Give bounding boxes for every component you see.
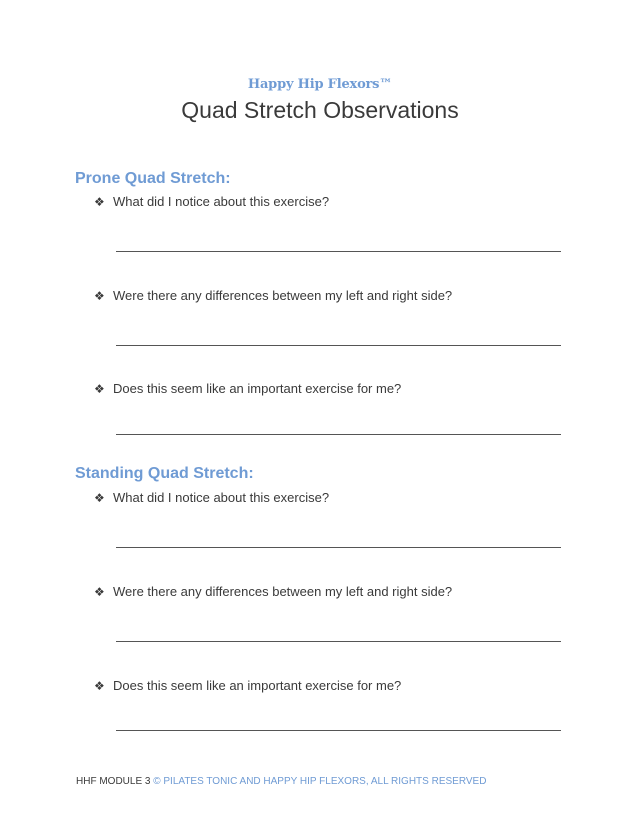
question-item bbox=[94, 288, 452, 303]
answer-line[interactable] bbox=[116, 345, 561, 346]
question-text: What did I notice about this exercise? bbox=[113, 490, 330, 505]
page-title: Quad Stretch Observations bbox=[181, 97, 459, 123]
footer-copyright: © PILATES TONIC AND HAPPY HIP FLEXORS, ALL RIGHTS RESERVED bbox=[153, 776, 487, 787]
answer-line[interactable] bbox=[116, 641, 561, 642]
diamond-bullet-icon: ❖ bbox=[94, 288, 105, 303]
question-text: Were there any differences between my left and right side? bbox=[113, 288, 453, 303]
diamond-bullet-icon: ❖ bbox=[94, 490, 105, 505]
question-item bbox=[94, 381, 401, 396]
question-text: Does this seem like an important exercise for me? bbox=[113, 381, 402, 396]
answer-line[interactable] bbox=[116, 251, 561, 252]
answer-line[interactable] bbox=[116, 434, 561, 435]
brand-name: Happy Hip Flexors™ bbox=[247, 77, 393, 92]
question-item bbox=[94, 490, 329, 505]
answer-line[interactable] bbox=[116, 730, 561, 731]
section-heading-prone: Prone Quad Stretch: bbox=[75, 170, 231, 187]
question-item bbox=[94, 584, 452, 599]
question-text: What did I notice about this exercise? bbox=[113, 194, 330, 209]
question-text: Were there any differences between my left and right side? bbox=[113, 584, 453, 599]
answer-line[interactable] bbox=[116, 547, 561, 548]
diamond-bullet-icon: ❖ bbox=[94, 381, 105, 396]
diamond-bullet-icon: ❖ bbox=[94, 678, 105, 693]
section-heading-standing: Standing Quad Stretch: bbox=[75, 465, 254, 482]
diamond-bullet-icon: ❖ bbox=[94, 194, 105, 209]
question-item bbox=[94, 194, 329, 209]
diamond-bullet-icon: ❖ bbox=[94, 584, 105, 599]
footer-module: HHF MODULE 3 bbox=[76, 776, 151, 787]
footer bbox=[76, 776, 486, 787]
question-item bbox=[94, 678, 401, 693]
question-text: Does this seem like an important exercise for me? bbox=[113, 678, 402, 693]
